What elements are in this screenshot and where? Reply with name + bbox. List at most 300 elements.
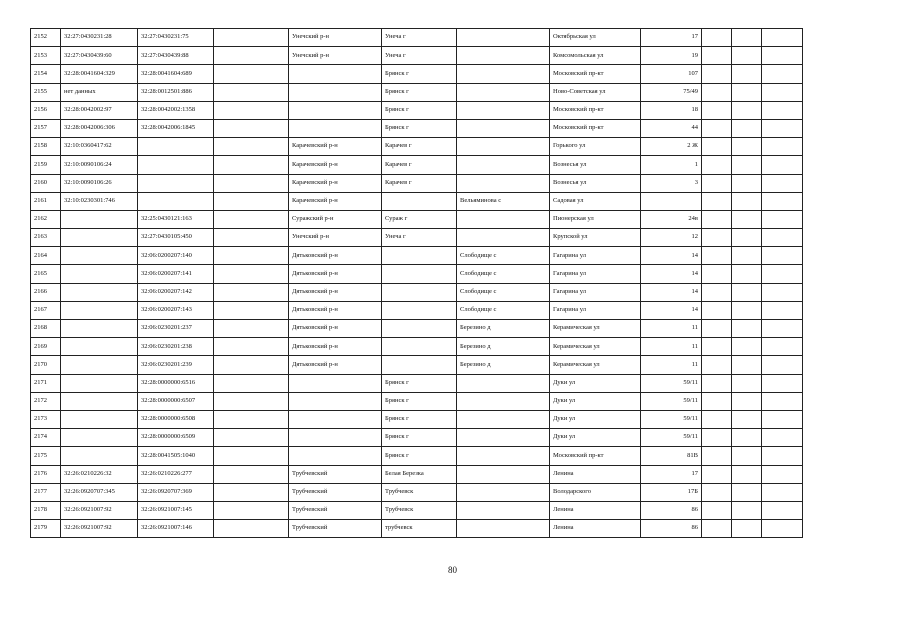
cell-row-number: 2154 [31,65,61,83]
table-row [31,65,803,83]
cell-cadastral-number-building: 32:06:0200207:140 [138,247,214,265]
cell-extra-3 [762,338,803,356]
cell-cadastral-number-land: 32:27:0430439:60 [61,47,138,65]
cell-city: Трубчевск [382,501,457,519]
table-row [31,174,803,192]
cell-cadastral-number-building: 32:28:0000000:6516 [138,374,214,392]
cell-house-number [641,192,702,210]
register-sheet [30,28,802,538]
cell-row-number: 2176 [31,465,61,483]
cell-cadastral-number-land: 32:26:0921007:92 [61,520,138,538]
cell-street: Володарского [550,483,641,501]
table-row [31,283,803,301]
cell-blank [214,29,289,47]
cell-cadastral-number-land: нет данных [61,83,138,101]
cell-blank [214,192,289,210]
cell-extra-1 [702,29,732,47]
cell-extra-2 [732,320,762,338]
cell-extra-3 [762,156,803,174]
cell-house-number: 11 [641,338,702,356]
cell-district: Карачевский р-н [289,138,382,156]
cell-extra-2 [732,301,762,319]
cell-blank [214,301,289,319]
table-row [31,192,803,210]
cell-extra-2 [732,156,762,174]
cell-cadastral-number-land [61,392,138,410]
cell-extra-2 [732,29,762,47]
cell-district: Дятьковский р-н [289,301,382,319]
cell-city: Трубчевск [382,483,457,501]
cell-cadastral-number-building: 32:06:0200207:143 [138,301,214,319]
cell-house-number: 59/11 [641,410,702,428]
cell-blank [214,410,289,428]
cell-extra-1 [702,47,732,65]
cell-city [382,265,457,283]
cell-row-number: 2175 [31,447,61,465]
cell-settlement: Слободище с [457,301,550,319]
cell-house-number: 19 [641,47,702,65]
cell-district: Трубчевский [289,501,382,519]
cell-extra-3 [762,374,803,392]
cell-city [382,192,457,210]
cell-cadastral-number-land [61,374,138,392]
cell-city: Унеча г [382,229,457,247]
cell-street: Московский пр-кт [550,119,641,137]
cell-blank [214,247,289,265]
table-row [31,374,803,392]
cell-extra-2 [732,520,762,538]
cell-city [382,320,457,338]
cell-blank [214,47,289,65]
cell-extra-1 [702,174,732,192]
cell-street: Пионерская ул [550,210,641,228]
cell-street: Московский пр-кт [550,65,641,83]
cell-house-number: 2 Ж [641,138,702,156]
cell-street: Ленина [550,501,641,519]
cell-city: Карачев г [382,138,457,156]
cell-extra-3 [762,29,803,47]
cell-settlement [457,29,550,47]
cell-extra-1 [702,265,732,283]
cell-extra-2 [732,229,762,247]
cell-settlement: Березино д [457,356,550,374]
cell-city: Брянск г [382,429,457,447]
cell-cadastral-number-land: 32:10:0230301:746 [61,192,138,210]
cell-cadastral-number-building: 32:28:0041604:689 [138,65,214,83]
cell-row-number: 2156 [31,101,61,119]
cell-extra-1 [702,83,732,101]
cell-row-number: 2168 [31,320,61,338]
cell-cadastral-number-land: 32:10:0360417:62 [61,138,138,156]
cell-house-number: 11 [641,320,702,338]
cell-extra-2 [732,65,762,83]
cell-settlement [457,156,550,174]
cell-extra-1 [702,483,732,501]
cell-extra-3 [762,47,803,65]
cell-extra-2 [732,356,762,374]
cell-row-number: 2155 [31,83,61,101]
cell-extra-3 [762,101,803,119]
cell-row-number: 2157 [31,119,61,137]
cell-city: Брянск г [382,83,457,101]
cell-district: Суражский р-н [289,210,382,228]
cell-street: Горького ул [550,138,641,156]
cell-city [382,301,457,319]
cell-cadastral-number-land [61,301,138,319]
cell-blank [214,265,289,283]
cell-cadastral-number-building: 32:06:0200207:141 [138,265,214,283]
cell-cadastral-number-building: 32:26:0210226:277 [138,465,214,483]
cell-extra-3 [762,392,803,410]
cell-settlement [457,447,550,465]
cell-cadastral-number-land: 32:28:0042002:97 [61,101,138,119]
cell-row-number: 2152 [31,29,61,47]
cell-house-number: 14 [641,247,702,265]
cell-cadastral-number-building: 32:28:0042002:1358 [138,101,214,119]
cell-row-number: 2171 [31,374,61,392]
cell-cadastral-number-land [61,356,138,374]
cell-row-number: 2162 [31,210,61,228]
cell-district [289,447,382,465]
cell-cadastral-number-land [61,338,138,356]
table-row [31,483,803,501]
cell-settlement [457,483,550,501]
cell-cadastral-number-building [138,174,214,192]
cell-extra-2 [732,283,762,301]
cell-cadastral-number-land [61,410,138,428]
cell-city: Брянск г [382,392,457,410]
register-rows [31,29,803,538]
cell-city: Карачев г [382,156,457,174]
cell-extra-3 [762,320,803,338]
cell-cadastral-number-building: 32:28:0000000:6508 [138,410,214,428]
table-row [31,465,803,483]
cell-street: Дуки ул [550,392,641,410]
cell-city: трубчевск [382,520,457,538]
cell-cadastral-number-building [138,192,214,210]
cell-city: Брянск г [382,374,457,392]
cell-cadastral-number-land [61,247,138,265]
cell-house-number: 59/11 [641,374,702,392]
table-row [31,429,803,447]
cell-cadastral-number-building: 32:06:0230201:239 [138,356,214,374]
cell-extra-3 [762,410,803,428]
cell-cadastral-number-building: 32:26:0921007:146 [138,520,214,538]
cell-street: Гагарина ул [550,247,641,265]
cell-city: Карачев г [382,174,457,192]
cell-extra-3 [762,283,803,301]
cell-extra-3 [762,138,803,156]
cell-house-number: 81В [641,447,702,465]
cell-settlement [457,410,550,428]
table-row [31,210,803,228]
cell-settlement: Слободище с [457,283,550,301]
cell-district [289,119,382,137]
cell-blank [214,429,289,447]
cell-settlement [457,65,550,83]
cell-district [289,429,382,447]
cell-city: Сураж г [382,210,457,228]
cell-extra-1 [702,156,732,174]
cell-row-number: 2164 [31,247,61,265]
cell-city [382,247,457,265]
cell-row-number: 2165 [31,265,61,283]
cell-blank [214,119,289,137]
cell-house-number: 17Б [641,483,702,501]
cell-row-number: 2161 [31,192,61,210]
cell-blank [214,138,289,156]
cell-street: Гагарина ул [550,283,641,301]
cell-house-number: 75/49 [641,83,702,101]
cell-extra-3 [762,192,803,210]
cell-row-number: 2159 [31,156,61,174]
cell-extra-2 [732,374,762,392]
cell-extra-2 [732,447,762,465]
cell-blank [214,465,289,483]
cell-blank [214,501,289,519]
cell-extra-1 [702,138,732,156]
cell-extra-3 [762,520,803,538]
cell-district [289,374,382,392]
cell-row-number: 2173 [31,410,61,428]
cell-street: Московский пр-кт [550,447,641,465]
cell-cadastral-number-building: 32:06:0230201:238 [138,338,214,356]
cell-extra-1 [702,247,732,265]
cell-extra-2 [732,101,762,119]
cell-extra-2 [732,465,762,483]
cell-district: Карачевский р-н [289,174,382,192]
cell-settlement [457,138,550,156]
cell-city [382,338,457,356]
cell-street: Керамическая ул [550,338,641,356]
cell-cadastral-number-building: 32:06:0230201:237 [138,320,214,338]
cell-extra-1 [702,65,732,83]
cell-settlement [457,229,550,247]
cell-settlement: Слободище с [457,265,550,283]
cell-row-number: 2170 [31,356,61,374]
page-number: 80 [448,565,457,575]
cell-cadastral-number-building: 32:28:0041505:1040 [138,447,214,465]
cell-cadastral-number-land: 32:27:0430231:28 [61,29,138,47]
cell-extra-3 [762,229,803,247]
cell-row-number: 2163 [31,229,61,247]
cell-city: Унеча г [382,29,457,47]
table-row [31,83,803,101]
cell-extra-2 [732,392,762,410]
cell-district [289,83,382,101]
cell-extra-2 [732,83,762,101]
cell-street: Керамическая ул [550,320,641,338]
cell-street: Керамическая ул [550,356,641,374]
cell-cadastral-number-building: 32:27:0430231:75 [138,29,214,47]
table-row [31,410,803,428]
cell-extra-3 [762,447,803,465]
cell-blank [214,210,289,228]
cell-street: Садовая ул [550,192,641,210]
cell-blank [214,83,289,101]
cell-blank [214,283,289,301]
cell-extra-1 [702,229,732,247]
table-row [31,119,803,137]
table-row [31,447,803,465]
cell-row-number: 2178 [31,501,61,519]
cell-extra-3 [762,301,803,319]
cell-street: Дуки ул [550,410,641,428]
cell-city [382,356,457,374]
cell-cadastral-number-land [61,210,138,228]
cell-row-number: 2174 [31,429,61,447]
cell-cadastral-number-building: 32:26:0921007:145 [138,501,214,519]
cell-blank [214,483,289,501]
cell-blank [214,356,289,374]
cell-house-number: 18 [641,101,702,119]
cell-blank [214,65,289,83]
cell-cadastral-number-building: 32:28:0000000:6509 [138,429,214,447]
cell-cadastral-number-land: 32:28:0042006:306 [61,119,138,137]
cell-extra-3 [762,119,803,137]
cell-extra-1 [702,356,732,374]
cell-row-number: 2160 [31,174,61,192]
cell-street: Гагарина ул [550,301,641,319]
cell-house-number: 14 [641,283,702,301]
register-table [30,28,803,538]
cell-blank [214,229,289,247]
cell-extra-1 [702,410,732,428]
cell-extra-2 [732,483,762,501]
cell-cadastral-number-building: 32:27:0430105:450 [138,229,214,247]
cell-cadastral-number-land [61,265,138,283]
cell-extra-1 [702,374,732,392]
cell-extra-2 [732,338,762,356]
cell-district [289,65,382,83]
cell-street: Ново-Советская ул [550,83,641,101]
cell-extra-3 [762,501,803,519]
cell-row-number: 2166 [31,283,61,301]
cell-house-number: 24в [641,210,702,228]
cell-settlement [457,119,550,137]
cell-cadastral-number-land: 32:26:0210226:32 [61,465,138,483]
cell-district [289,410,382,428]
cell-settlement [457,83,550,101]
cell-extra-3 [762,265,803,283]
cell-city: Брянск г [382,447,457,465]
cell-street: Вознесья ул [550,156,641,174]
cell-extra-2 [732,174,762,192]
table-row [31,356,803,374]
cell-row-number: 2169 [31,338,61,356]
cell-blank [214,392,289,410]
cell-cadastral-number-building [138,156,214,174]
cell-blank [214,156,289,174]
cell-district [289,392,382,410]
cell-city: Белая Березка [382,465,457,483]
cell-blank [214,320,289,338]
cell-settlement [457,101,550,119]
cell-extra-1 [702,520,732,538]
cell-extra-3 [762,83,803,101]
cell-extra-3 [762,65,803,83]
table-row [31,229,803,247]
cell-extra-2 [732,265,762,283]
cell-city: Брянск г [382,65,457,83]
cell-extra-2 [732,429,762,447]
cell-city: Унеча г [382,47,457,65]
cell-settlement [457,47,550,65]
cell-blank [214,174,289,192]
cell-house-number: 17 [641,465,702,483]
cell-cadastral-number-building: 32:06:0200207:142 [138,283,214,301]
table-row [31,338,803,356]
cell-street: Дуки ул [550,374,641,392]
cell-row-number: 2158 [31,138,61,156]
cell-district: Дятьковский р-н [289,356,382,374]
cell-extra-1 [702,301,732,319]
cell-cadastral-number-land: 32:10:0090106:24 [61,156,138,174]
cell-house-number: 11 [641,356,702,374]
cell-street: Ленина [550,465,641,483]
cell-row-number: 2179 [31,520,61,538]
cell-blank [214,338,289,356]
table-row [31,320,803,338]
cell-cadastral-number-building: 32:28:0042006:1845 [138,119,214,137]
cell-cadastral-number-building: 32:28:0000000:6507 [138,392,214,410]
cell-cadastral-number-land: 32:28:0041604:329 [61,65,138,83]
table-row [31,29,803,47]
cell-extra-3 [762,429,803,447]
cell-extra-1 [702,429,732,447]
cell-street: Комсомольская ул [550,47,641,65]
cell-house-number: 86 [641,520,702,538]
cell-street: Московский пр-кт [550,101,641,119]
cell-extra-2 [732,119,762,137]
cell-extra-2 [732,410,762,428]
cell-district: Трубчевский [289,465,382,483]
cell-extra-2 [732,501,762,519]
cell-cadastral-number-land: 32:10:0090106:26 [61,174,138,192]
cell-district: Дятьковский р-н [289,338,382,356]
cell-extra-3 [762,210,803,228]
cell-house-number: 44 [641,119,702,137]
cell-street: Вознесья ул [550,174,641,192]
cell-street: Ленина [550,520,641,538]
cell-blank [214,101,289,119]
cell-cadastral-number-land [61,320,138,338]
cell-district: Унечский р-н [289,29,382,47]
cell-city [382,283,457,301]
cell-row-number: 2177 [31,483,61,501]
cell-cadastral-number-land [61,283,138,301]
cell-house-number: 86 [641,501,702,519]
cell-extra-1 [702,283,732,301]
table-row [31,265,803,283]
cell-settlement: Слободище с [457,247,550,265]
cell-street: Дуки ул [550,429,641,447]
cell-house-number: 59/11 [641,429,702,447]
cell-row-number: 2153 [31,47,61,65]
cell-settlement: Вельяминова с [457,192,550,210]
cell-district: Унечский р-н [289,47,382,65]
cell-settlement: Березино д [457,338,550,356]
cell-house-number: 14 [641,265,702,283]
cell-district: Карачевский р-н [289,156,382,174]
cell-settlement [457,392,550,410]
cell-cadastral-number-building: 32:27:0430439:88 [138,47,214,65]
cell-settlement [457,210,550,228]
cell-extra-2 [732,192,762,210]
cell-district [289,101,382,119]
cell-city: Брянск г [382,101,457,119]
cell-blank [214,374,289,392]
